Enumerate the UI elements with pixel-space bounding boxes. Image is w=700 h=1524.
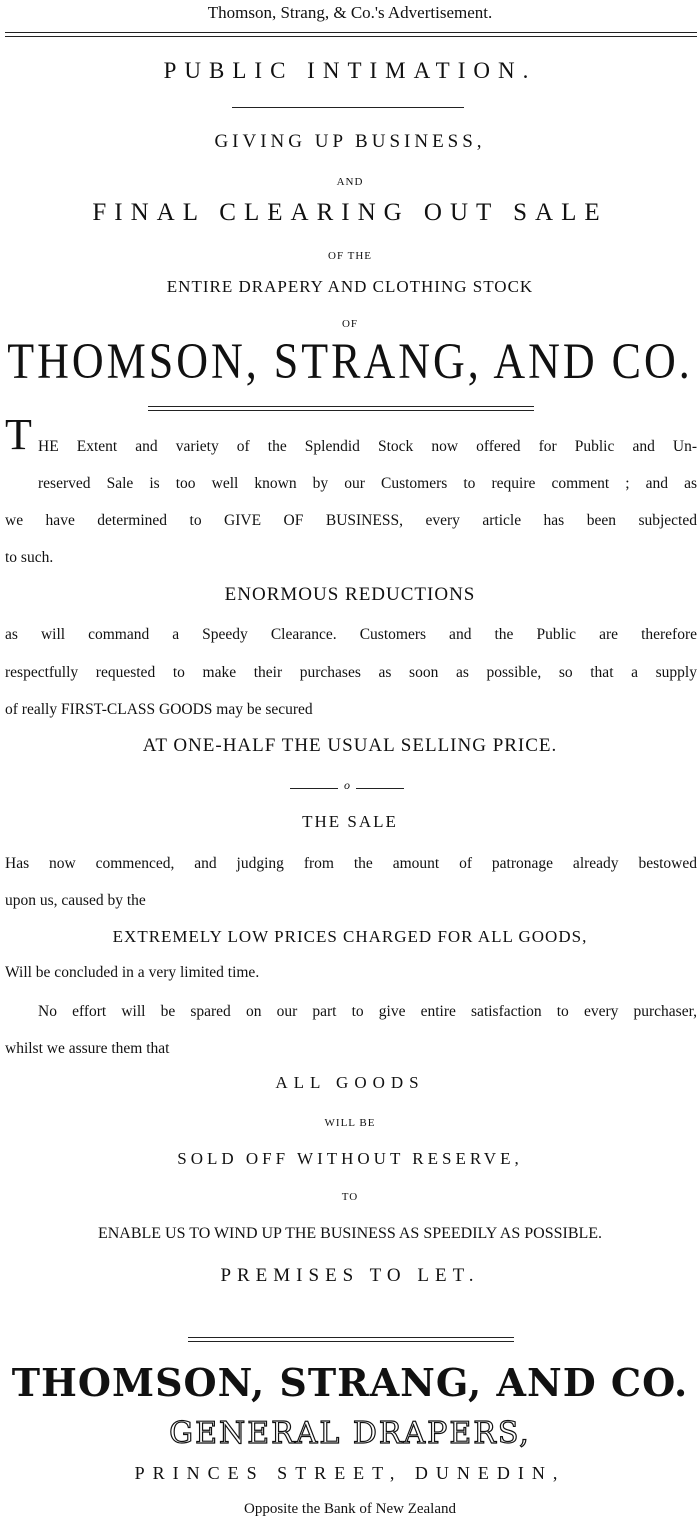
para2-line3: of really FIRST-CLASS GOODS may be secured: [5, 701, 313, 718]
will-be-label: WILL BE: [324, 1117, 376, 1129]
stock-heading: ENTIRE DRAPERY AND CLOTHING STOCK: [166, 277, 534, 296]
concluded-line: Will be concluded in a very limited time.: [5, 964, 260, 981]
all-goods-heading: ALL GOODS: [275, 1073, 425, 1092]
sold-off-heading: SOLD OFF WITHOUT RESERVE,: [177, 1149, 523, 1168]
o-divider-mark: o: [344, 778, 350, 792]
reductions-heading: ENORMOUS REDUCTIONS: [224, 584, 476, 605]
para3-line1: Has now commenced, and judging from the amount of patronage already bestowed: [5, 855, 697, 872]
header-rule-top: [5, 32, 697, 33]
to-label: TO: [341, 1191, 359, 1203]
company-name-large: THOMSON, STRANG, AND CO.: [7, 333, 693, 390]
para3-line2: upon us, caused by the: [5, 892, 146, 909]
para2-line2: respectfully requested to make their purchases as soon as possible, so that a supply: [5, 664, 697, 681]
para4-line1: No effort will be spared on our part to give entire satisfaction to every purchaser,: [38, 1003, 697, 1020]
and-label: AND: [336, 176, 364, 188]
page-header: Thomson, Strang, & Co.'s Advertisement.: [207, 3, 493, 22]
general-drapers-heading: GENERAL DRAPERS,: [169, 1416, 531, 1451]
the-sale-heading: THE SALE: [302, 812, 398, 831]
of-the-label: OF THE: [328, 250, 372, 262]
company-name-bold: THOMSON, STRANG, AND CO.: [11, 1360, 689, 1405]
o-divider: [290, 778, 410, 795]
para1-line4: to such.: [5, 549, 54, 566]
para2-line1: as will command a Speedy Clearance. Customers and the Public are therefore: [5, 626, 697, 643]
title-rule: [232, 107, 464, 108]
premises-double-rule: [188, 1337, 514, 1342]
header-rule-bottom: [5, 36, 697, 37]
low-prices-heading: EXTREMELY LOW PRICES CHARGED FOR ALL GOODS,: [112, 927, 588, 946]
para4-line2: whilst we assure them that: [5, 1040, 170, 1057]
half-price-heading: AT ONE-HALF THE USUAL SELLING PRICE.: [142, 735, 558, 756]
o-divider-left-line: [290, 788, 338, 789]
drop-cap: T: [5, 410, 32, 459]
of-label: OF: [341, 318, 359, 330]
giving-up-heading: GIVING UP BUSINESS,: [214, 131, 486, 152]
company-double-rule: [148, 406, 534, 411]
para1-line3: we have determined to GIVE OF BUSINESS, every article has been subjected: [5, 512, 697, 529]
opposite-line: Opposite the Bank of New Zealand: [243, 1501, 457, 1517]
final-sale-heading: FINAL CLEARING OUT SALE: [92, 199, 608, 226]
para1-line1: HE Extent and variety of the Splendid Stock now offered for Public and Un-: [38, 438, 697, 455]
title: PUBLIC INTIMATION.: [163, 58, 537, 83]
wind-up-heading: ENABLE US TO WIND UP THE BUSINESS AS SPEEDILY AS POSSIBLE.: [97, 1225, 603, 1242]
o-divider-right-line: [356, 788, 404, 789]
address-line: PRINCES STREET, DUNEDIN,: [134, 1463, 566, 1483]
premises-heading: PREMISES TO LET.: [220, 1265, 480, 1286]
para1-line2: reserved Sale is too well known by our Customers to require comment ; and as: [38, 475, 697, 492]
